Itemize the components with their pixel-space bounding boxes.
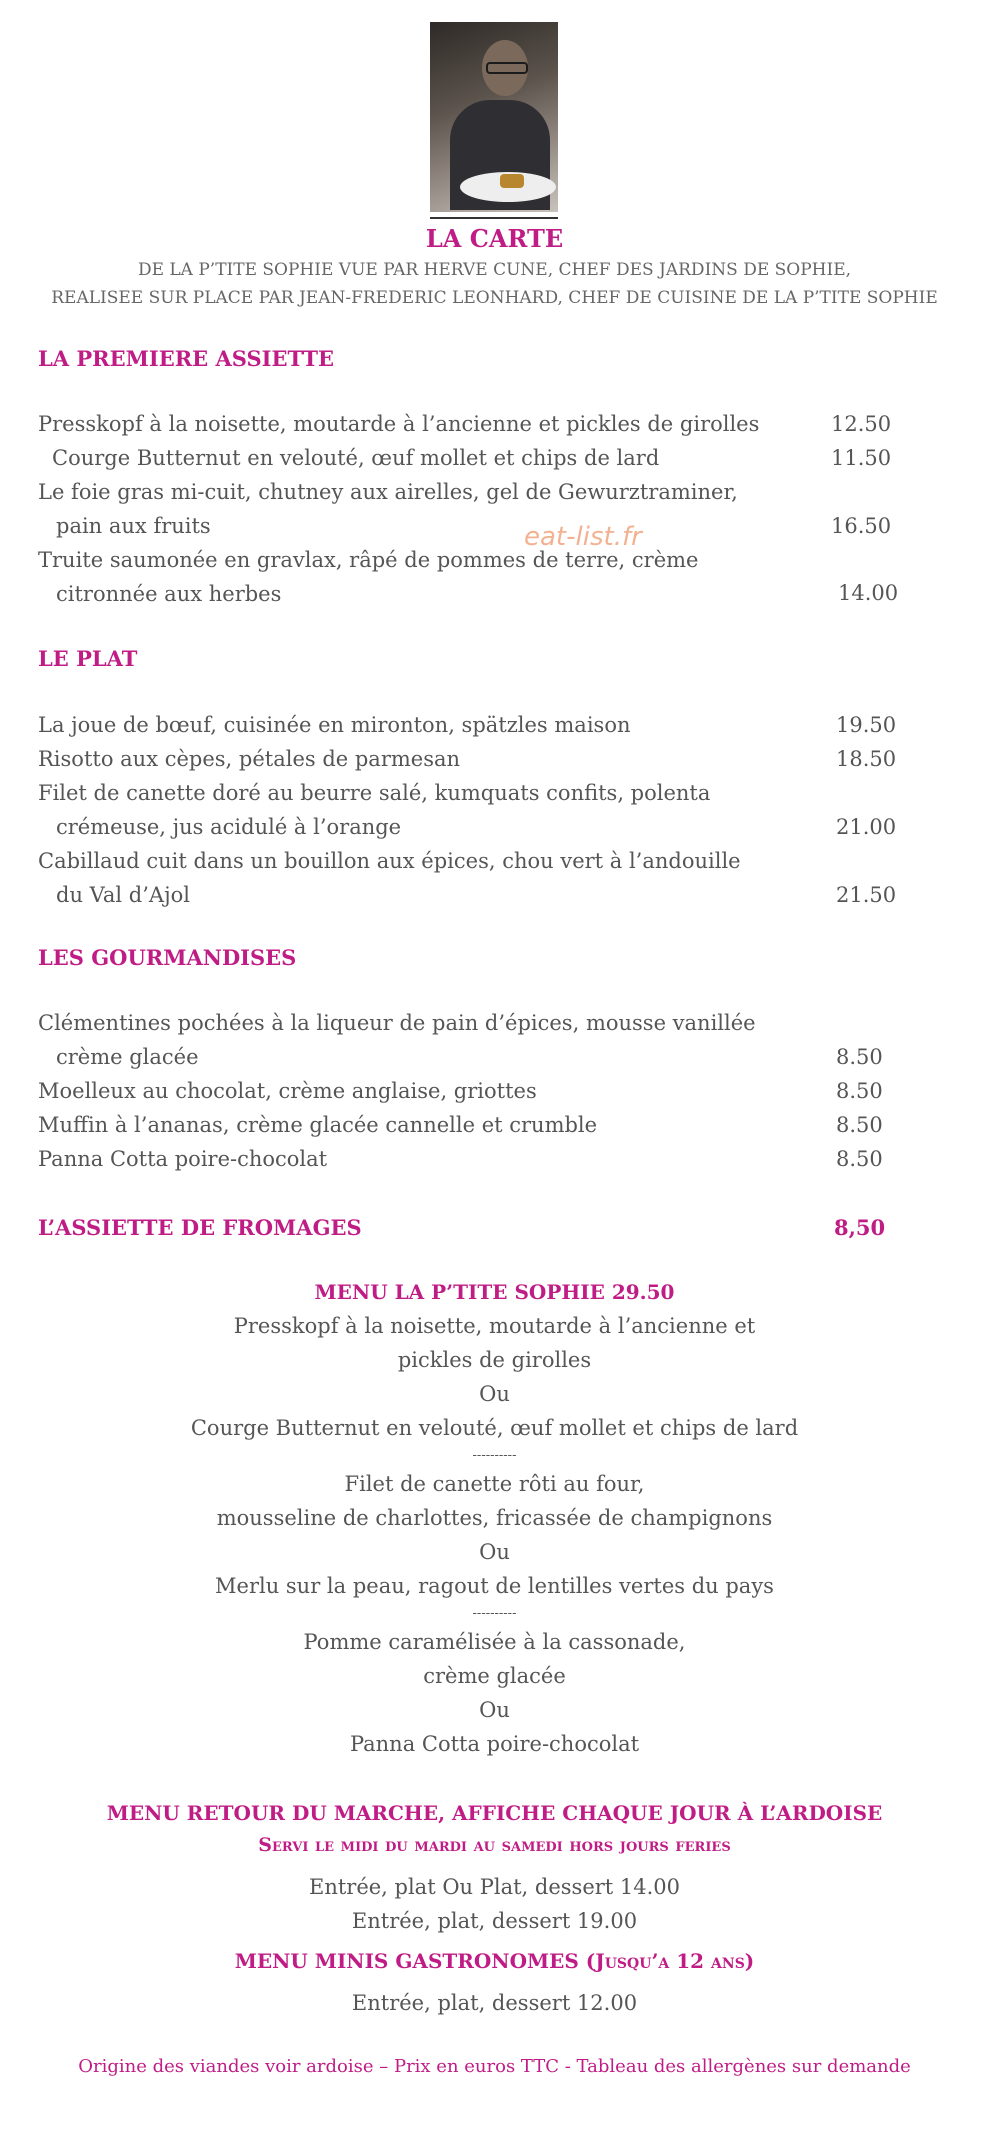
item-text: Moelleux au chocolat, crème anglaise, griottes: [38, 1079, 537, 1103]
item-price: 21.50: [836, 883, 897, 907]
menu-item: [38, 1006, 756, 1074]
menu-item: [38, 776, 710, 844]
item-text: Truite saumonée en gravlax, râpé de pommes de terre, crème: [38, 548, 699, 572]
section-title-gourmandises: LES GOURMANDISES: [38, 945, 297, 970]
menu-separator: ----------: [472, 1606, 517, 1621]
item-price: 11.50: [831, 446, 892, 470]
menu-item: [38, 1142, 327, 1176]
item-text: crémeuse, jus acidulé à l’orange: [56, 815, 402, 839]
menu-sophie-lines: [0, 1309, 989, 1761]
menu-minis-line-1: Entrée, plat, dessert 12.00: [351, 1991, 638, 2015]
menu-line: mousseline de charlottes, fricassée de champignons: [216, 1506, 773, 1530]
item-text: pain aux fruits: [56, 514, 211, 538]
item-text: Muffin à l’ananas, crème glacée cannelle et crumble: [38, 1113, 598, 1137]
menu-separator: ----------: [472, 1448, 517, 1463]
menu-marche-subtitle: Servi le midi du mardi au samedi hors jours feries: [258, 1834, 731, 1856]
item-text: Cabillaud cuit dans un bouillon aux épices, chou vert à l’andouille: [38, 849, 741, 873]
menu-line: Courge Butternut en velouté, œuf mollet et chips de lard: [190, 1416, 799, 1440]
fromages-price: 8,50: [834, 1215, 886, 1240]
item-price: 16.50: [831, 514, 892, 538]
item-text: Courge Butternut en velouté, œuf mollet et chips de lard: [52, 446, 660, 470]
item-price: 21.00: [836, 815, 897, 839]
item-price: 8.50: [836, 1079, 883, 1103]
item-price: 8.50: [836, 1147, 883, 1171]
item-price: 14.00: [838, 581, 899, 605]
menu-item: [38, 1108, 597, 1142]
section-title-plat: LE PLAT: [38, 646, 138, 671]
menu-item: [38, 708, 630, 742]
item-text: Filet de canette doré au beurre salé, kumquats confits, polenta: [38, 781, 711, 805]
item-price: 8.50: [836, 1113, 883, 1137]
item-text: Panna Cotta poire-chocolat: [38, 1147, 328, 1171]
menu-line: crème glacée: [423, 1664, 566, 1688]
menu-item: [52, 441, 659, 475]
menu-item: [38, 742, 460, 776]
subtitle-line-1: DE LA P’TITE SOPHIE VUE PAR HERVE CUNE, CHEF DES JARDINS DE SOPHIE,: [137, 260, 852, 280]
watermark: eat-list.fr: [524, 522, 642, 552]
menu-minis-title: MENU MINIS GASTRONOMES (Jusqu’a 12 ans): [234, 1949, 755, 1973]
footer-note: Origine des viandes voir ardoise – Prix en euros TTC - Tableau des allergènes sur demande: [78, 2056, 911, 2077]
menu-line: Ou: [479, 1540, 510, 1564]
item-price: 8.50: [836, 1045, 883, 1069]
item-text: citronnée aux herbes: [56, 582, 282, 606]
menu-line: Filet de canette rôti au four,: [344, 1472, 645, 1496]
menu-line: Pomme caramélisée à la cassonade,: [303, 1630, 686, 1654]
menu-item: [38, 844, 741, 912]
page-title: LA CARTE: [425, 224, 564, 253]
section-title-premiere: LA PREMIERE ASSIETTE: [38, 346, 334, 371]
item-price: 18.50: [836, 747, 897, 771]
subtitle-line-2: REALISEE SUR PLACE PAR JEAN-FREDERIC LEONHARD, CHEF DE CUISINE DE LA P’TITE SOPHIE: [51, 288, 938, 308]
item-price: 19.50: [836, 713, 897, 737]
menu-item: [38, 1074, 537, 1108]
photo-underline: [430, 217, 558, 219]
menu-item: [38, 543, 698, 611]
item-text: Le foie gras mi-cuit, chutney aux airelles, gel de Gewurztraminer,: [38, 480, 738, 504]
menu-line: Presskopf à la noisette, moutarde à l’ancienne et: [233, 1314, 756, 1338]
menu-sophie-title: MENU LA P’TITE SOPHIE 29.50: [314, 1280, 675, 1304]
item-text: Presskopf à la noisette, moutarde à l’ancienne et pickles de girolles: [38, 412, 760, 436]
menu-line: Merlu sur la peau, ragout de lentilles vertes du pays: [215, 1574, 774, 1598]
item-text: Clémentines pochées à la liqueur de pain d’épices, mousse vanillée: [38, 1011, 756, 1035]
item-text: du Val d’Ajol: [56, 883, 190, 907]
chef-photo: [430, 22, 558, 212]
menu-line: Ou: [479, 1382, 510, 1406]
menu-item: [38, 407, 759, 441]
menu-marche-line-1: Entrée, plat Ou Plat, dessert 14.00: [308, 1875, 681, 1899]
menu-line: Ou: [479, 1698, 510, 1722]
item-price: 12.50: [831, 412, 892, 436]
section-title-fromages: L’ASSIETTE DE FROMAGES: [38, 1215, 362, 1240]
menu-marche-line-2: Entrée, plat, dessert 19.00: [351, 1909, 638, 1933]
item-text: La joue de bœuf, cuisinée en mironton, spätzles maison: [38, 713, 631, 737]
menu-line: pickles de girolles: [397, 1348, 592, 1372]
menu-marche-title: MENU RETOUR DU MARCHE, AFFICHE CHAQUE JOUR À L’ARDOISE: [106, 1801, 883, 1825]
item-text: Risotto aux cèpes, pétales de parmesan: [38, 747, 461, 771]
item-text: crème glacée: [56, 1045, 199, 1069]
menu-line: Panna Cotta poire-chocolat: [349, 1732, 640, 1756]
